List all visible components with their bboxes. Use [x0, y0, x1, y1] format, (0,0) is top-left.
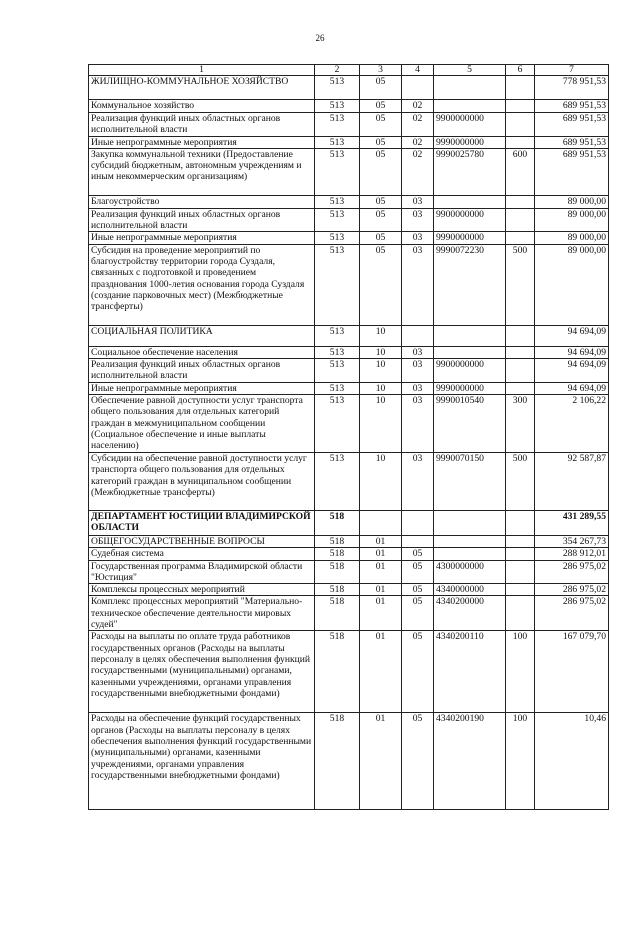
row-expense-type [506, 382, 535, 394]
row-section: 05 [360, 76, 402, 100]
table-row [89, 631, 609, 713]
row-name: Иные непрограммные мероприятия [89, 232, 315, 244]
row-grbs: 513 [315, 148, 360, 195]
row-amount: 689 951,53 [535, 148, 609, 195]
row-name: ДЕПАРТАМЕНТ ЮСТИЦИИ ВЛАДИМИРСКОЙ ОБЛАСТИ [89, 510, 315, 535]
row-name: Коммунальное хозяйство [89, 100, 315, 113]
row-expense-type [506, 232, 535, 244]
table-row [89, 113, 609, 137]
row-subsection: 03 [402, 394, 434, 452]
row-amount: 94 694,09 [535, 325, 609, 346]
row-section: 01 [360, 713, 402, 810]
row-subsection: 02 [402, 148, 434, 195]
row-expense-type [506, 359, 535, 383]
row-amount: 167 079,70 [535, 631, 609, 713]
row-expense-type [506, 325, 535, 346]
row-section: 10 [360, 394, 402, 452]
row-amount: 92 587,87 [535, 452, 609, 510]
row-subsection: 03 [402, 232, 434, 244]
row-grbs: 513 [315, 100, 360, 113]
row-subsection [402, 76, 434, 100]
row-expense-type [506, 113, 535, 137]
row-subsection: 05 [402, 548, 434, 560]
row-target-article: 9900000000 [434, 113, 506, 137]
row-amount: 89 000,00 [535, 208, 609, 232]
table-row [89, 136, 609, 148]
row-subsection: 02 [402, 100, 434, 113]
row-target-article: 9990000000 [434, 136, 506, 148]
row-expense-type: 500 [506, 244, 535, 325]
row-subsection: 05 [402, 560, 434, 584]
row-name: Реализация функций иных областных органов исполнительной власти [89, 208, 315, 232]
row-target-article [434, 510, 506, 535]
table-row [89, 359, 609, 383]
row-name: СОЦИАЛЬНАЯ ПОЛИТИКА [89, 325, 315, 346]
row-expense-type: 100 [506, 713, 535, 810]
row-expense-type [506, 100, 535, 113]
row-subsection [402, 535, 434, 547]
row-section: 05 [360, 232, 402, 244]
row-section: 01 [360, 560, 402, 584]
row-section: 10 [360, 382, 402, 394]
row-name: Комплексы процессных мероприятий [89, 584, 315, 596]
row-target-article: 4340000000 [434, 584, 506, 596]
row-expense-type: 300 [506, 394, 535, 452]
row-grbs: 518 [315, 713, 360, 810]
row-target-article: 9990025780 [434, 148, 506, 195]
table-row [89, 100, 609, 113]
row-amount: 286 975,02 [535, 584, 609, 596]
row-expense-type [506, 136, 535, 148]
row-amount: 10,46 [535, 713, 609, 810]
row-name: Реализация функций иных областных органов исполнительной власти [89, 359, 315, 383]
row-grbs: 518 [315, 631, 360, 713]
row-subsection: 05 [402, 596, 434, 631]
row-grbs: 518 [315, 535, 360, 547]
budget-table [88, 64, 609, 810]
row-grbs: 518 [315, 584, 360, 596]
row-target-article [434, 325, 506, 346]
row-target-article: 4300000000 [434, 560, 506, 584]
row-name: Иные непрограммные мероприятия [89, 382, 315, 394]
row-amount: 288 912,01 [535, 548, 609, 560]
row-subsection [402, 510, 434, 535]
row-grbs: 513 [315, 452, 360, 510]
row-expense-type: 600 [506, 148, 535, 195]
row-amount: 89 000,00 [535, 232, 609, 244]
table-row [89, 560, 609, 584]
row-amount: 689 951,53 [535, 113, 609, 137]
row-subsection: 03 [402, 208, 434, 232]
row-section: 01 [360, 584, 402, 596]
row-name: Закупка коммунальной техники (Предоставление субсидий бюджетным, автономным учреждениям и иным некоммерческим организациям) [89, 148, 315, 195]
row-target-article: 9990000000 [434, 382, 506, 394]
row-amount: 286 975,02 [535, 560, 609, 584]
row-name: Благоустройство [89, 195, 315, 208]
column-header: 5 [434, 65, 506, 76]
table-row [89, 232, 609, 244]
table-row [89, 548, 609, 560]
row-section: 05 [360, 100, 402, 113]
column-header: 2 [315, 65, 360, 76]
row-grbs: 513 [315, 136, 360, 148]
row-expense-type [506, 208, 535, 232]
row-grbs: 518 [315, 596, 360, 631]
row-grbs: 513 [315, 359, 360, 383]
row-section: 05 [360, 195, 402, 208]
table-row [89, 596, 609, 631]
row-section: 05 [360, 148, 402, 195]
row-grbs: 518 [315, 510, 360, 535]
row-subsection: 02 [402, 113, 434, 137]
table-row [89, 452, 609, 510]
row-section: 05 [360, 244, 402, 325]
row-expense-type [506, 548, 535, 560]
row-grbs: 513 [315, 208, 360, 232]
row-name: Социальное обеспечение населения [89, 346, 315, 358]
row-target-article [434, 195, 506, 208]
row-target-article [434, 76, 506, 100]
row-name: Субсидия на проведение мероприятий по благоустройству территории города Суздаля, связанных с подготовкой и проведением празднования 1000-летия основания города Суздаля (создание парковочных мест) (Межбюджетные трансферты) [89, 244, 315, 325]
row-grbs: 513 [315, 113, 360, 137]
row-grbs: 513 [315, 195, 360, 208]
row-grbs: 513 [315, 244, 360, 325]
row-name: Иные непрограммные мероприятия [89, 136, 315, 148]
table-row [89, 510, 609, 535]
row-name: Комплекс процессных мероприятий "Материально-техническое обеспечение деятельности мировых судей" [89, 596, 315, 631]
row-expense-type: 500 [506, 452, 535, 510]
row-grbs: 518 [315, 560, 360, 584]
table-row [89, 535, 609, 547]
row-subsection: 05 [402, 631, 434, 713]
row-expense-type [506, 596, 535, 631]
table-row [89, 325, 609, 346]
row-target-article [434, 548, 506, 560]
column-header: 7 [535, 65, 609, 76]
row-section: 10 [360, 325, 402, 346]
row-section [360, 510, 402, 535]
row-expense-type [506, 584, 535, 596]
row-section: 10 [360, 346, 402, 358]
row-name: Расходы на выплаты по оплате труда работников государственных органов (Расходы на выплаты персоналу в целях обеспечения выполнения функций государственными (муниципальными) органами, казенными учреждениями, органами управления государственными внебюджетными фондами) [89, 631, 315, 713]
row-subsection [402, 325, 434, 346]
row-target-article [434, 535, 506, 547]
row-expense-type [506, 346, 535, 358]
row-grbs: 518 [315, 548, 360, 560]
row-expense-type [506, 535, 535, 547]
row-amount: 778 951,53 [535, 76, 609, 100]
row-target-article: 9990010540 [434, 394, 506, 452]
table-row [89, 713, 609, 810]
row-section: 01 [360, 596, 402, 631]
row-amount: 94 694,09 [535, 382, 609, 394]
row-name: Государственная программа Владимирской области "Юстиция" [89, 560, 315, 584]
row-subsection: 03 [402, 244, 434, 325]
column-header: 4 [402, 65, 434, 76]
row-target-article: 9900000000 [434, 208, 506, 232]
row-subsection: 03 [402, 359, 434, 383]
table-row [89, 394, 609, 452]
row-grbs: 513 [315, 76, 360, 100]
row-target-article: 9990070150 [434, 452, 506, 510]
row-section: 01 [360, 535, 402, 547]
row-expense-type [506, 510, 535, 535]
row-target-article [434, 100, 506, 113]
row-section: 01 [360, 631, 402, 713]
page-number: 26 [315, 33, 325, 43]
row-section: 10 [360, 359, 402, 383]
row-name: Обеспечение равной доступности услуг транспорта общего пользования для отдельных категорий граждан в межмуниципальном сообщении (Социальное обеспечение и иные выплаты населению) [89, 394, 315, 452]
row-subsection: 03 [402, 452, 434, 510]
row-target-article: 4340200190 [434, 713, 506, 810]
row-name: Реализация функций иных областных органов исполнительной власти [89, 113, 315, 137]
table-row [89, 382, 609, 394]
row-section: 05 [360, 136, 402, 148]
row-amount: 689 951,53 [535, 100, 609, 113]
row-name: Субсидии на обеспечение равной доступности услуг транспорта общего пользования для отдельных категорий граждан в муниципальном сообщении (Межбюджетные трансферты) [89, 452, 315, 510]
row-section: 10 [360, 452, 402, 510]
table-row [89, 244, 609, 325]
row-subsection: 02 [402, 136, 434, 148]
row-amount: 94 694,09 [535, 346, 609, 358]
row-target-article: 4340200110 [434, 631, 506, 713]
row-amount: 2 106,22 [535, 394, 609, 452]
row-section: 05 [360, 208, 402, 232]
column-header: 1 [89, 65, 315, 76]
row-amount: 354 267,73 [535, 535, 609, 547]
column-header: 6 [506, 65, 535, 76]
table-row [89, 584, 609, 596]
row-amount: 689 951,53 [535, 136, 609, 148]
row-expense-type [506, 560, 535, 584]
row-name: Расходы на обеспечение функций государственных органов (Расходы на выплаты персоналу в целях обеспечения выполнения функций государственными (муниципальными) органами, казенными учреждениями, органами управления государственными внебюджетными фондами) [89, 713, 315, 810]
row-name: ОБЩЕГОСУДАРСТВЕННЫЕ ВОПРОСЫ [89, 535, 315, 547]
row-subsection: 03 [402, 346, 434, 358]
row-subsection: 03 [402, 195, 434, 208]
row-name: ЖИЛИЩНО-КОММУНАЛЬНОЕ ХОЗЯЙСТВО [89, 76, 315, 100]
row-amount: 286 975,02 [535, 596, 609, 631]
column-header: 3 [360, 65, 402, 76]
row-amount: 89 000,00 [535, 195, 609, 208]
row-grbs: 513 [315, 325, 360, 346]
row-grbs: 513 [315, 382, 360, 394]
row-expense-type: 100 [506, 631, 535, 713]
row-grbs: 513 [315, 394, 360, 452]
row-expense-type [506, 195, 535, 208]
table-row [89, 208, 609, 232]
row-target-article: 9990000000 [434, 232, 506, 244]
row-amount: 89 000,00 [535, 244, 609, 325]
row-grbs: 513 [315, 232, 360, 244]
row-amount: 431 289,55 [535, 510, 609, 535]
row-section: 01 [360, 548, 402, 560]
table-header-row [89, 65, 609, 76]
row-section: 05 [360, 113, 402, 137]
table-row [89, 346, 609, 358]
row-grbs: 513 [315, 346, 360, 358]
row-name: Судебная система [89, 548, 315, 560]
row-subsection: 05 [402, 584, 434, 596]
row-amount: 94 694,09 [535, 359, 609, 383]
row-target-article: 9990072230 [434, 244, 506, 325]
row-target-article: 4340200000 [434, 596, 506, 631]
table-row [89, 76, 609, 100]
row-subsection: 05 [402, 713, 434, 810]
row-expense-type [506, 76, 535, 100]
row-subsection: 03 [402, 382, 434, 394]
table-row [89, 148, 609, 195]
row-target-article [434, 346, 506, 358]
row-target-article: 9900000000 [434, 359, 506, 383]
table-row [89, 195, 609, 208]
